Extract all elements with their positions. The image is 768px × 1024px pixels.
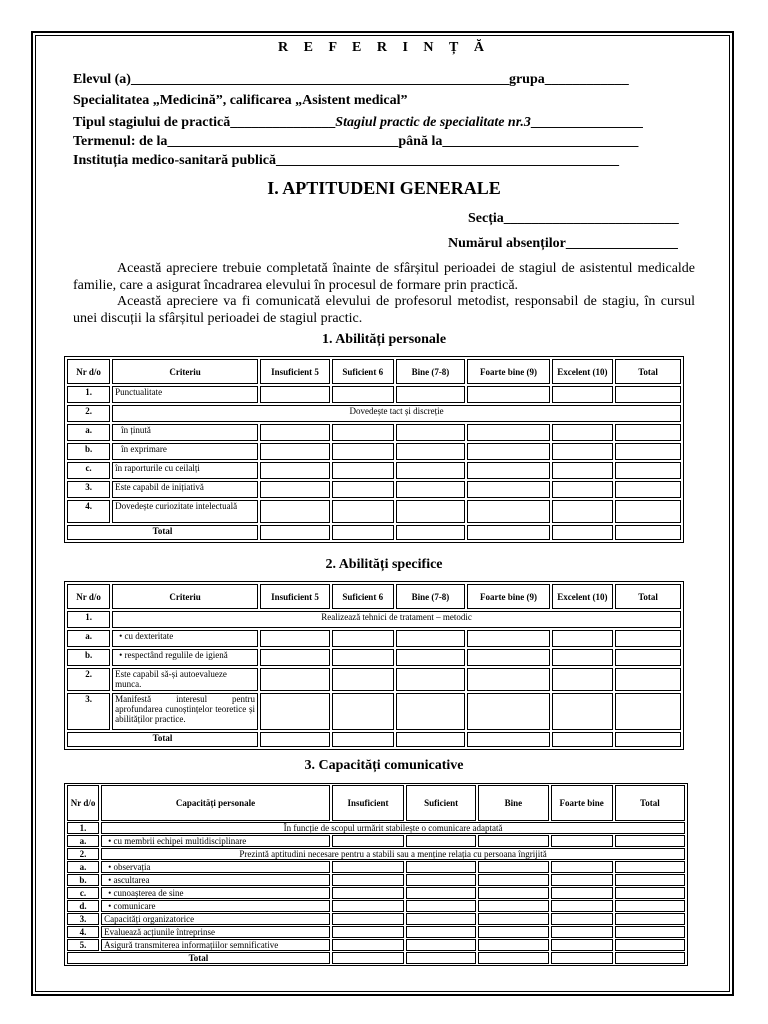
- score-cell[interactable]: [260, 732, 330, 747]
- row-criteriu: în raporturile cu ceilalți: [112, 462, 258, 479]
- score-cell[interactable]: [396, 481, 466, 498]
- table3-title: 3. Capacități comunicative: [304, 758, 464, 773]
- score-cell[interactable]: [332, 649, 394, 666]
- row-label: • observația: [101, 861, 330, 873]
- th-criteriu: Criteriu: [112, 584, 258, 609]
- row-nr: a.: [67, 835, 99, 847]
- th-suficient: Suficient: [406, 785, 476, 821]
- th-suficient: Suficient 6: [332, 584, 394, 609]
- total-cell[interactable]: [615, 887, 685, 899]
- row-nr: c.: [67, 462, 110, 479]
- score-cell[interactable]: [260, 386, 330, 403]
- total-cell[interactable]: [615, 525, 681, 540]
- row-criteriu: în ținută: [112, 424, 258, 441]
- th-nr: Nr d/o: [67, 785, 99, 821]
- score-cell[interactable]: [332, 481, 394, 498]
- th-foarte-bine: Foarte bine (9): [467, 584, 549, 609]
- row-nr: 2.: [67, 668, 110, 691]
- th-nr: Nr d/o: [67, 359, 110, 384]
- table-row: [67, 835, 685, 847]
- row-criteriu: • respectând regulile de igienă: [112, 649, 258, 666]
- termen-field[interactable]: Termenul: de la_________________________________până la____________________________: [73, 134, 639, 149]
- row-nr: 4.: [67, 926, 99, 938]
- score-cell[interactable]: [467, 668, 549, 691]
- row-label: Capacități organizatorice: [101, 913, 330, 925]
- score-cell[interactable]: [478, 835, 548, 847]
- total-cell[interactable]: [615, 900, 685, 912]
- total-cell[interactable]: [615, 386, 681, 403]
- total-cell[interactable]: [615, 630, 681, 647]
- row-nr: d.: [67, 900, 99, 912]
- score-cell[interactable]: [551, 887, 613, 899]
- total-cell[interactable]: [615, 939, 685, 951]
- score-cell[interactable]: [551, 913, 613, 925]
- score-cell[interactable]: [406, 939, 476, 951]
- score-cell[interactable]: [478, 887, 548, 899]
- score-cell[interactable]: [551, 874, 613, 886]
- score-cell[interactable]: [552, 386, 614, 403]
- score-cell[interactable]: [260, 443, 330, 460]
- total-label: Total: [67, 525, 258, 540]
- score-cell[interactable]: [551, 900, 613, 912]
- table-abilitati-personale: [64, 356, 684, 543]
- table-row: [67, 887, 685, 899]
- score-cell[interactable]: [551, 939, 613, 951]
- score-cell[interactable]: [467, 443, 549, 460]
- table-row: [67, 386, 681, 403]
- score-cell[interactable]: [396, 462, 466, 479]
- score-cell[interactable]: [467, 630, 549, 647]
- tip-value: Stagiul practic de specialitate nr.3: [335, 115, 531, 130]
- th-excelent: Excelent (10): [552, 359, 614, 384]
- table-row: [67, 668, 681, 691]
- row-label: • cunoașterea de sine: [101, 887, 330, 899]
- table-row: [67, 500, 681, 523]
- total-label: Total: [67, 952, 330, 964]
- score-cell[interactable]: [332, 913, 404, 925]
- table-header-row: [67, 584, 681, 609]
- paragraph-2: [73, 294, 695, 327]
- score-cell[interactable]: [552, 732, 614, 747]
- score-cell[interactable]: [478, 874, 548, 886]
- score-cell[interactable]: [332, 668, 394, 691]
- score-cell[interactable]: [396, 525, 466, 540]
- th-insuficient: Insuficient 5: [260, 584, 330, 609]
- score-cell[interactable]: [260, 500, 330, 523]
- score-cell[interactable]: [332, 952, 404, 964]
- score-cell[interactable]: [396, 649, 466, 666]
- score-cell[interactable]: [396, 630, 466, 647]
- score-cell[interactable]: [332, 900, 404, 912]
- score-cell[interactable]: [406, 926, 476, 938]
- row-label-span: Prezintă aptitudini necesare pentru a stabili sau a menține relația cu persoana îngrijită: [101, 848, 685, 860]
- score-cell[interactable]: [552, 668, 614, 691]
- score-cell[interactable]: [332, 939, 404, 951]
- score-cell[interactable]: [552, 525, 614, 540]
- total-cell[interactable]: [615, 732, 681, 747]
- total-cell[interactable]: [615, 874, 685, 886]
- row-nr: 1.: [67, 822, 99, 834]
- total-cell[interactable]: [615, 952, 685, 964]
- paragraph-1: [73, 261, 695, 294]
- row-criteriu: Manifestă interesul pentru aprofundarea cunoștințelor teoretice și abilităților practice.: [112, 693, 258, 730]
- score-cell[interactable]: [332, 630, 394, 647]
- table-row: [67, 939, 685, 951]
- table-row: [67, 462, 681, 479]
- tip-tail: ________________: [530, 115, 643, 130]
- row-nr: 3.: [67, 913, 99, 925]
- score-cell[interactable]: [260, 481, 330, 498]
- table-row: [67, 861, 685, 873]
- score-cell[interactable]: [467, 386, 549, 403]
- score-cell[interactable]: [332, 874, 404, 886]
- row-label: • ascultarea: [101, 874, 330, 886]
- table-row: [67, 481, 681, 498]
- score-cell[interactable]: [551, 926, 613, 938]
- score-cell[interactable]: [332, 525, 394, 540]
- paragraph-2-line-a: Această apreciere va fi comunicată elevului de profesorul metodist, responsabil de stagiu, în: [117, 294, 656, 309]
- paragraph-2-line-b: cursul unei discuții la sfârșitul perioadei de stagiul practic.: [73, 294, 696, 326]
- th-criteriu: Criteriu: [112, 359, 258, 384]
- table-capacitati-comunicative: [64, 783, 688, 966]
- score-cell[interactable]: [406, 874, 476, 886]
- score-cell[interactable]: [552, 481, 614, 498]
- score-cell[interactable]: [260, 462, 330, 479]
- total-cell[interactable]: [615, 913, 685, 925]
- score-cell[interactable]: [332, 693, 394, 730]
- score-cell[interactable]: [406, 913, 476, 925]
- table-header-row: [67, 359, 681, 384]
- row-label: Asigură transmiterea informațiilor semnificative: [101, 939, 330, 951]
- th-foarte-bine: Foarte bine (9): [467, 359, 549, 384]
- table-row: [67, 822, 685, 834]
- score-cell[interactable]: [467, 693, 549, 730]
- score-cell[interactable]: [478, 913, 548, 925]
- table-row: [67, 443, 681, 460]
- row-criteriu: în exprimare: [112, 443, 258, 460]
- score-cell[interactable]: [467, 525, 549, 540]
- total-row: [67, 952, 685, 964]
- row-nr: a.: [67, 630, 110, 647]
- score-cell[interactable]: [332, 887, 404, 899]
- table-row: [67, 611, 681, 628]
- table-row: [67, 926, 685, 938]
- total-cell[interactable]: [615, 835, 685, 847]
- paragraph-1-line-b: medicalde familie, care a asigurat încadrarea elevului în procesul de formare prin practică.: [73, 261, 696, 293]
- table-row: [67, 693, 681, 730]
- score-cell[interactable]: [478, 952, 548, 964]
- table-row: [67, 630, 681, 647]
- score-cell[interactable]: [332, 861, 404, 873]
- row-nr: 2.: [67, 848, 99, 860]
- total-cell[interactable]: [615, 443, 681, 460]
- score-cell[interactable]: [396, 668, 466, 691]
- total-cell[interactable]: [615, 481, 681, 498]
- score-cell[interactable]: [396, 732, 466, 747]
- th-capacitati: Capacități personale: [101, 785, 330, 821]
- row-criteriu: • cu dexteritate: [112, 630, 258, 647]
- row-nr: 5.: [67, 939, 99, 951]
- table-row: [67, 405, 681, 422]
- score-cell[interactable]: [551, 952, 613, 964]
- score-cell[interactable]: [260, 424, 330, 441]
- table-header-row: [67, 785, 685, 821]
- row-nr: 2.: [67, 405, 110, 422]
- score-cell[interactable]: [406, 887, 476, 899]
- row-criteriu: Este capabil de inițiativă: [112, 481, 258, 498]
- row-label: • comunicare: [101, 900, 330, 912]
- th-bine: Bine (7-8): [396, 359, 466, 384]
- table1-title: 1. Abilități personale: [321, 332, 447, 347]
- th-bine: Bine: [478, 785, 548, 821]
- row-nr: b.: [67, 443, 110, 460]
- table-row: [67, 848, 685, 860]
- score-cell[interactable]: [552, 424, 614, 441]
- score-cell[interactable]: [467, 424, 549, 441]
- score-cell[interactable]: [406, 835, 476, 847]
- table-abilitati-specifice: [64, 581, 684, 750]
- total-cell[interactable]: [615, 693, 681, 730]
- score-cell[interactable]: [406, 900, 476, 912]
- row-nr: b.: [67, 874, 99, 886]
- row-label-span: În funcție de scopul urmărit stabilește o comunicare adaptată: [101, 822, 685, 834]
- tip-label: Tipul stagiului de practică_______________: [73, 115, 336, 130]
- total-cell[interactable]: [615, 424, 681, 441]
- score-cell[interactable]: [396, 500, 466, 523]
- th-insuficient: Insuficient 5: [260, 359, 330, 384]
- score-cell[interactable]: [552, 649, 614, 666]
- row-nr: a.: [67, 861, 99, 873]
- th-insuficient: Insuficient: [332, 785, 404, 821]
- score-cell[interactable]: [332, 424, 394, 441]
- score-cell[interactable]: [260, 525, 330, 540]
- row-nr: 1.: [67, 611, 110, 628]
- score-cell[interactable]: [467, 462, 549, 479]
- table-row: [67, 649, 681, 666]
- score-cell[interactable]: [332, 500, 394, 523]
- score-cell[interactable]: [332, 462, 394, 479]
- score-cell[interactable]: [332, 732, 394, 747]
- total-cell[interactable]: [615, 462, 681, 479]
- th-total: Total: [615, 584, 681, 609]
- row-nr: a.: [67, 424, 110, 441]
- table-row: [67, 900, 685, 912]
- score-cell[interactable]: [260, 630, 330, 647]
- row-label: • cu membrii echipei multidisciplinare: [101, 835, 330, 847]
- th-total: Total: [615, 359, 681, 384]
- paragraph-1-line-a: Această apreciere trebuie completată înainte de sfârșitul perioadei de stagiul de asistentul: [117, 261, 633, 276]
- score-cell[interactable]: [552, 462, 614, 479]
- total-row: [67, 525, 681, 540]
- score-cell[interactable]: [552, 500, 614, 523]
- row-criteriu: Este capabil să-și autoevalueze munca.: [112, 668, 258, 691]
- score-cell[interactable]: [467, 732, 549, 747]
- score-cell[interactable]: [467, 500, 549, 523]
- row-criteriu: Punctualitate: [112, 386, 258, 403]
- total-cell[interactable]: [615, 649, 681, 666]
- row-criteriu-span: Dovedește tact și discreție: [112, 405, 681, 422]
- total-cell[interactable]: [615, 926, 685, 938]
- score-cell[interactable]: [332, 835, 404, 847]
- score-cell[interactable]: [260, 693, 330, 730]
- score-cell[interactable]: [478, 861, 548, 873]
- sectia-field[interactable]: Secția_________________________: [468, 211, 679, 226]
- row-nr: 3.: [67, 481, 110, 498]
- score-cell[interactable]: [332, 443, 394, 460]
- institutie-field[interactable]: Instituția medico-sanitară publică_________________________________________________: [73, 153, 620, 168]
- th-foarte-bine: Foarte bine: [551, 785, 613, 821]
- score-cell[interactable]: [478, 926, 548, 938]
- score-cell[interactable]: [467, 481, 549, 498]
- score-cell[interactable]: [332, 386, 394, 403]
- table-row: [67, 424, 681, 441]
- th-excelent: Excelent (10): [552, 584, 614, 609]
- score-cell[interactable]: [396, 443, 466, 460]
- table-row: [67, 913, 685, 925]
- score-cell[interactable]: [406, 861, 476, 873]
- score-cell[interactable]: [396, 386, 466, 403]
- score-cell[interactable]: [552, 443, 614, 460]
- specialitate-line: Specialitatea „Medicină”, calificarea „Asistent medical”: [73, 93, 408, 108]
- score-cell[interactable]: [396, 693, 466, 730]
- row-nr: b.: [67, 649, 110, 666]
- table2-title: 2. Abilități specifice: [325, 557, 443, 572]
- score-cell[interactable]: [551, 861, 613, 873]
- total-cell[interactable]: [615, 500, 681, 523]
- document-title: R E F E R I N Ț Ă: [278, 40, 490, 55]
- th-total: Total: [615, 785, 685, 821]
- row-nr: 4.: [67, 500, 110, 523]
- score-cell[interactable]: [260, 649, 330, 666]
- total-label: Total: [67, 732, 258, 747]
- score-cell[interactable]: [478, 939, 548, 951]
- th-suficient: Suficient 6: [332, 359, 394, 384]
- total-row: [67, 732, 681, 747]
- row-nr: 3.: [67, 693, 110, 730]
- score-cell[interactable]: [478, 900, 548, 912]
- total-cell[interactable]: [615, 668, 681, 691]
- score-cell[interactable]: [332, 926, 404, 938]
- score-cell[interactable]: [467, 649, 549, 666]
- score-cell[interactable]: [551, 835, 613, 847]
- score-cell[interactable]: [406, 952, 476, 964]
- row-nr: 1.: [67, 386, 110, 403]
- score-cell[interactable]: [396, 424, 466, 441]
- tip-stagiu-line[interactable]: [73, 115, 643, 131]
- absenti-field[interactable]: Numărul absenților________________: [448, 236, 678, 251]
- row-label: Evaluează acțiunile întreprinse: [101, 926, 330, 938]
- score-cell[interactable]: [552, 630, 614, 647]
- row-criteriu: Dovedește curiozitate intelectuală: [112, 500, 258, 523]
- table-row: [67, 874, 685, 886]
- row-nr: c.: [67, 887, 99, 899]
- score-cell[interactable]: [260, 668, 330, 691]
- th-bine: Bine (7-8): [396, 584, 466, 609]
- section-heading-aptitudini: I. APTITUDENI GENERALE: [267, 178, 501, 198]
- th-nr: Nr d/o: [67, 584, 110, 609]
- row-criteriu-span: Realizează tehnici de tratament – metodic: [112, 611, 681, 628]
- elev-field[interactable]: Elevul (a)______________________________________________________grupa____________: [73, 72, 629, 87]
- score-cell[interactable]: [552, 693, 614, 730]
- total-cell[interactable]: [615, 861, 685, 873]
